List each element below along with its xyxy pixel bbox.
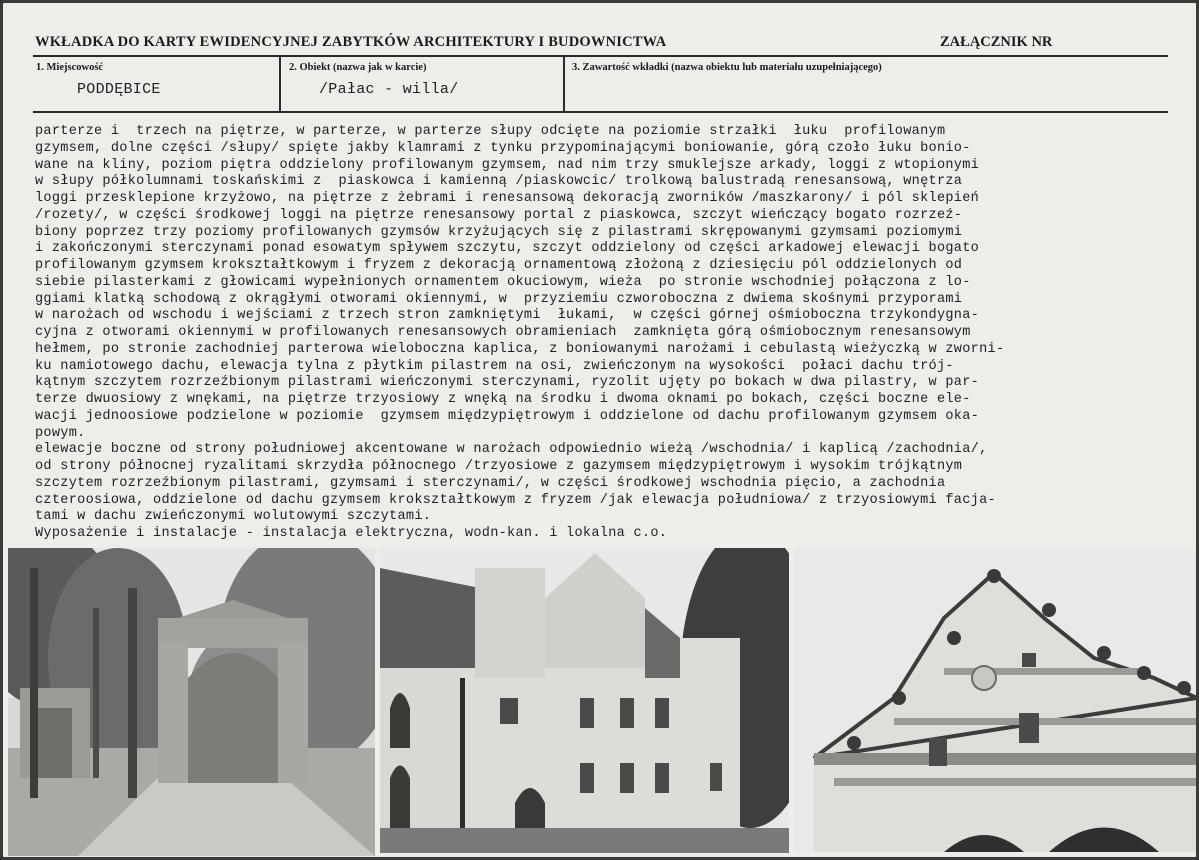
description-line: w narożach od wschodu i wejściami z trzech stron zamkniętymi łukami, w części górnej ośmioboczna trzykondygna-	[35, 308, 980, 324]
description-line: parterze i trzech na piętrze, w parterze, w parterze słupy odcięte na poziomie strzałki łuku profilowanym	[35, 124, 946, 139]
description-line: tami w dachu zwieńczonymi wolutowymi szczytami.	[35, 509, 432, 525]
field-divider-1	[279, 56, 281, 111]
field-divider-2	[563, 56, 565, 111]
description-line: terze dwuosiowy z wnękami, na piętrze trzyosiowy z wnęką na środku i dwoma oknami po bokach, części boczne ele-	[35, 392, 971, 407]
description-line: loggi przesklepione krzyżowo, na piętrze z żebrami i renesansową dekoracją zworników /maszkarony/ i pól sklepień	[35, 191, 980, 206]
locality-value: PODDĘBICE	[77, 81, 161, 98]
description-line: szczytem rozrzeźbionym pilastrami, gzymsami i sterczynami/, w części środkowej wschodnia pięcio, a zachodnia	[35, 475, 946, 491]
description-line: cyjna z otworami okiennymi w profilowanych renesansowych obramieniach zamknięta górą ośmiobocznym renesansowym	[35, 325, 971, 340]
description-line: i zakończonymi sterczynami ponad esowatym spływem szczytu, szczyt oddzielony od części arkadowej elewacji bogato	[35, 241, 980, 257]
description-line: ku namiotowego dachu, elewacja tylna z płytkim pilastrem na osi, zwieńczonym na wysokości połaci dachu trój-	[35, 358, 954, 374]
object-label: 2. Obiekt (nazwa jak w karcie)	[289, 62, 427, 73]
description-line: czteroosiowa, oddzielone od dachu gzymsem krokształtkowym z fryzem /jak elewacja południowa/ z trzyosiowymi facja-	[35, 492, 996, 508]
locality-label: 1. Miejscowość	[36, 62, 104, 73]
description-line: kątnym szczytem rozrzeźbionym pilastrami wieńczonymi sterczynami, ryzolit ujęty po bokach w dwa pilastry, w par-	[35, 375, 980, 391]
description-line: wane na kliny, poziom piętra oddzielony profilowanym gzymsem, nad nim trzy smuklejsze arkady, loggi z wtopionymi	[35, 157, 980, 173]
header-rule	[33, 55, 1168, 57]
description-line: hełmem, po stronie zachodniej parterowa wieloboczna kaplica, z boniowanymi narożami i cebulastą wieżyczką w zworni-	[35, 341, 1005, 357]
description-line: profilowanym gzymsem krokształtkowym i fryzem z dekoracją ornamentową złożoną z dziesięciu pól oddzielonych od	[35, 258, 963, 273]
object-value: /Pałac - willa/	[319, 81, 459, 98]
description-line: elewacje boczne od strony południowej akcentowane w narożach odpowiednio wieżą /wschodnia/ i kaplicą /zachodnia/,	[35, 442, 988, 458]
annex-label: ZAŁĄCZNIK NR	[940, 34, 1053, 50]
description-line: wacji jednoosiowe podzielone w poziomie gzymsem międzypiętrowym i oddzielone od dachu profilowanym gzymsem oka-	[35, 408, 980, 424]
description-line: siebie pilasterkami z głowicami wypełnionych ornamentem okuciowym, wieża po stronie wschodniej połączona z lo-	[35, 274, 971, 290]
description-line: w słupy półkolumnami toskańskimi z piaskowca i kamienną /piaskowcic/ trolkową balustradą renesansową, wnętrza	[35, 174, 963, 190]
description-line: od strony północnej ryzalitami skrzydła północnego /trzyosiowe z gazymsem międzypiętrowym i wysokim trójkątnym	[35, 459, 963, 474]
description-line: Wyposażenie i instalacje - instalacja elektryczna, wodn-kan. i lokalna c.o.	[35, 526, 668, 541]
description-text	[35, 124, 1185, 543]
description-line: powym.	[35, 425, 86, 441]
fields-rule	[33, 111, 1168, 113]
palace-tower-photo	[380, 548, 789, 853]
content-label: 3. Zawartość wkładki (nazwa obiektu lub materiału uzupełniającego)	[572, 62, 882, 73]
description-line: gzymsem, dolne części /słupy/ spięte jakby klamrami z tynku przypominającymi boniowanie, górą czoło łuku bonio-	[35, 140, 971, 156]
description-line: ggiami klatką schodową z okrągłymi otworami okiennymi, w przyziemiu czworoboczna z dwiema skośnymi przyporami	[35, 291, 963, 307]
arcade-gate-photo	[8, 548, 375, 856]
renaissance-gable-photo	[794, 548, 1197, 852]
form-title: WKŁADKA DO KARTY EWIDENCYJNEJ ZABYTKÓW ARCHITEKTURY I BUDOWNICTWA	[35, 34, 667, 50]
description-line: /rozety/, w części środkowej loggi na piętrze renesansowy portal z piaskowca, szczyt wieńczący bogato rozrzeź-	[35, 207, 963, 223]
description-line: biony poprzez trzy poziomy profilowanych gzymsów krzyżujących się z pilastrami skrępowanymi gzymsami poziomymi	[35, 224, 963, 240]
